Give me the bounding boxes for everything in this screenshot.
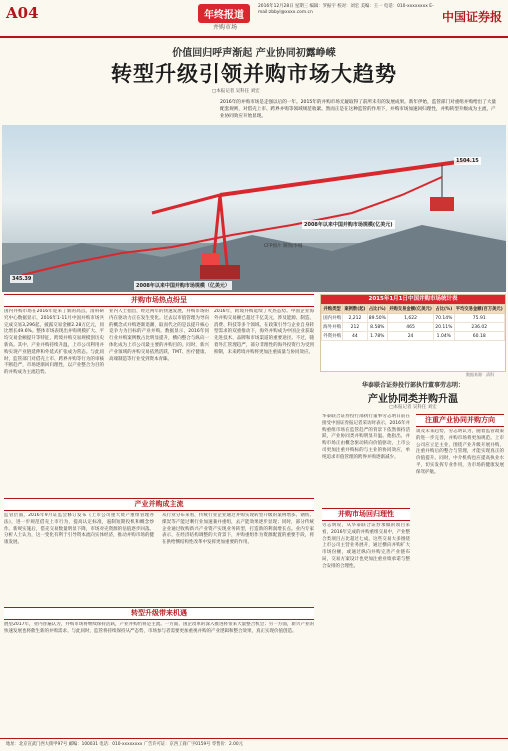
section-subtitle: 并购市场	[213, 24, 238, 31]
header-info: 2016年12月28日 星期三 编辑：罗振宇 校对：刘宏 美编：王一 电话：010-xxxxxxxx E-mail:zbbyl@xxxx.com.cn	[258, 4, 434, 15]
table-cell: 外资并购	[322, 332, 343, 341]
table-cell: 2,212	[343, 314, 367, 323]
lead-paragraph: 2016年的并购市场是走强以后的一年。2015年的并购市场无疑取得了前所未有的发展成果。新年伊始，监管部门对重组并购给出了大量配套规则，对借壳上市、跨界并购等领域规范收紧。然而正是在这种监管的作用下，并购市场加速回归理性，并购转型升级成为主流，产业协同效应开始显现。	[220, 100, 497, 119]
table-row	[322, 323, 505, 332]
table-header-cell: 占比(%)	[434, 305, 454, 314]
article-column-3: 2016年，跨境并购延续了火热态势。中国企业海外并购交易额已超过千亿美元，涉及能源、制造、消费、科技等多个领域。在政策引导与企业自身转型需求的双重推动下，海外并购成为中国企业获取先进技术、品牌和市场渠道的重要途径。不过，随着外汇管理趋严，部分非理性的海外投资行为受到抑制，未来跨境并购将更加注重质量与协同效应。	[214, 309, 314, 355]
table-cell: 1,622	[388, 314, 434, 323]
table-cell: 20.11%	[435, 324, 453, 330]
table-header-cell: 案例数(起)	[343, 305, 367, 314]
table-cell: 212	[343, 323, 367, 332]
table-cell: 465	[388, 323, 434, 332]
right-subheading-2	[416, 414, 504, 427]
section-heading-1-text: 并购市场热点纷呈	[131, 296, 187, 304]
article-column-1: 国内并购市场在2016年迎来了新的高点。清科研究中心数据显示，2016年1-11月中国并购市场共完成交易3,296起，披露交易金额2.28万亿元，同比增长49.6%。整体市场表现出并购规模扩大、平均交易金额提升等特征，跨境并购交易规模创历史新高。其中，产业并购持续升温，上市公司利用并购实现产业链延伸和外延式扩张成为常态。与此同时，监管部门对借壳上市、跨界并购等行为的审核不断趋严，市场逐渐回归理性，以产业整合为目的的并购成为主流趋势。	[4, 309, 104, 376]
section-heading-3	[4, 607, 314, 620]
right-article-kicker: 华泰联合证券投行部执行董事劳志明：	[361, 382, 464, 389]
subheadline: 价值回归呼声渐起 产业协同初露峥嵘	[172, 48, 336, 59]
section-heading-3-text: 转型升级带来机遇	[131, 609, 187, 617]
table-source: 数据来源：清科	[466, 372, 494, 377]
crane-illustration	[2, 125, 506, 292]
right-subheading-2-text: 注重产业协同并购方向	[425, 416, 495, 424]
main-headline: 转型升级引领并购市场大趋势	[111, 62, 397, 86]
table-header-row	[322, 305, 505, 314]
table-cell: 1.78%	[367, 332, 387, 341]
article-column-5: 从行业分布来看，传统行业企业通过并购实现转型升级的案例增多。钢铁、煤炭等产能过剩行业加速兼并重组，去产能效果逐步显现；同时，部分传统企业通过收购新兴产业资产实现业务转型，打造新的利润增长点。业内专家表示，在经济结构调整的大背景下，并购重组作为资源配置的重要手段，将在供给侧结构性改革中发挥更加重要的作用。	[162, 513, 314, 546]
photo-caption-top: 2008年以来中国并购市场规模(亿美元)	[304, 222, 393, 228]
table-cell: 44	[343, 332, 367, 341]
section-heading-2	[4, 498, 314, 511]
right-subheading-1-text: 并购市场回归理性	[338, 510, 394, 518]
photo-credit: CFP图片 制图/李娜	[264, 244, 303, 249]
table-header-cell: 平均交易金额(百万美元)	[454, 305, 505, 314]
section-heading-1	[4, 294, 314, 307]
right-column-2: 劳志明说，从华泰联合证券承做的项目来看，2016年完成的并购重组交易中，产业整合类项目占比超过七成。这些交易大多围绕上市公司主营业务展开，通过横向并购扩大市场份额，或通过纵向并购完善产业链布局，交易方案设计也更加注重业绩承诺与整合安排的合理性。	[322, 523, 410, 569]
right-article-headline: 产业协同类并购升温	[368, 394, 458, 405]
article-column-6: 展望2017年，业内普遍认为，并购市场将继续保持活跃，产业并购仍将是主流。一方面，国企改革的深入推进将带来大量整合机会；另一方面，新兴产业的快速发展也将催生新的并购需求。与此同时，监管将持续保持从严态势，市场参与者需要更加重视并购的产业逻辑和整合效果，真正实现价值创造。	[4, 622, 314, 634]
table-cell: 89.50%	[368, 315, 386, 321]
section-heading-2-text: 产业并购成主流	[134, 500, 184, 508]
byline: □本报记者 吴科任 刘宏	[212, 89, 260, 94]
right-column-1: 华泰联合证券投行部执行董事劳志明日前在接受中国证券报记者采访时表示，2016年并购重组市场在监管趋严的背景下依然保持活跃，产业协同类并购明显升温。他指出，并购市场正由概念驱动转向价值驱动，上市公司更加注重并购标的与主业的协同效应，单纯追求市值管理的跨界并购逐渐减少。	[322, 414, 410, 460]
table-cell: 236.02	[454, 323, 505, 332]
right-column-3: 谈及未来趋势，劳志明认为，随着监管政策的进一步完善，并购市场将更加规范。上市公司应立足主业，围绕产业升级开展并购，注重并购后的整合与管理，才能实现真正的价值提升。同时，中介机构也应提高执业水平，切实发挥专业作用，为市场的健康发展保驾护航。	[416, 429, 504, 475]
right-subheading-1	[322, 508, 410, 521]
stats-table-box	[320, 294, 506, 372]
right-article-byline: □本报记者 吴科任 刘宏	[389, 405, 437, 410]
photo-caption-bottom: 2008年以来中国并购市场规模（亿美元）	[136, 283, 230, 289]
page-header	[0, 0, 508, 38]
table-header-cell: 占比(%)	[367, 305, 387, 314]
feature-photo	[2, 125, 506, 292]
table-row	[322, 332, 505, 341]
table-header-cell: 并购交易金额(亿美元)	[388, 305, 434, 314]
table-cell: 70.14%	[435, 315, 453, 321]
table-cell: 国内并购	[322, 314, 343, 323]
chart-value-end: 1504.15	[456, 158, 479, 164]
table-cell: 75.91	[454, 314, 505, 323]
page-footer: 地址：北京宣武门西大街甲97号 邮编：100031 电话：010-xxxxxxxx 广告许可证：京西工商广字0159号 零售价：2.00元	[0, 738, 508, 750]
table-cell: 24	[388, 332, 434, 341]
table-cell: 8.58%	[367, 323, 387, 332]
stats-table-title: 2015年1月1日中国并购市场统计表	[321, 295, 505, 304]
article-column-2: 业内人士指出，经过两年的快速发展，并购市场的内在驱动力正在发生变化。过去以市值管理为导向的概念式并购逐渐退潮，取而代之的是以提升核心竞争力为目标的产业并购。数据显示，2016年同行业并购案例数占比明显提升，横向整合与纵向一体化成为上市公司最主要的并购目的。同时，新兴产业领域的并购交易依然活跃，TMT、医疗健康、高端制造等行业受到资本青睐。	[109, 309, 209, 362]
table-cell: 1.04%	[434, 332, 454, 341]
table-header-cell: 并购类型	[322, 305, 343, 314]
chart-value-start: 345.39	[12, 276, 32, 282]
masthead: 中国证券报	[441, 10, 502, 24]
table-cell: 60.18	[454, 332, 505, 341]
table-row	[322, 314, 505, 323]
table-cell: 海外并购	[322, 323, 343, 332]
article-column-4: 监管层面，2016年9月证监会修订发布《上市公司重大资产重组管理办法》，进一步规范借壳上市行为，提高认定标准，遏制短期投机和概念炒作。新规实施后，借壳交易数量明显下降，市场对壳资源的估值逐步回落。分析人士认为，这一变化有利于引导资本流向实体经济，推动并购市场的健康发展。	[4, 513, 154, 546]
stats-table	[321, 304, 505, 341]
page-number: A04	[6, 4, 39, 22]
section-badge: 年终报道	[198, 4, 250, 23]
